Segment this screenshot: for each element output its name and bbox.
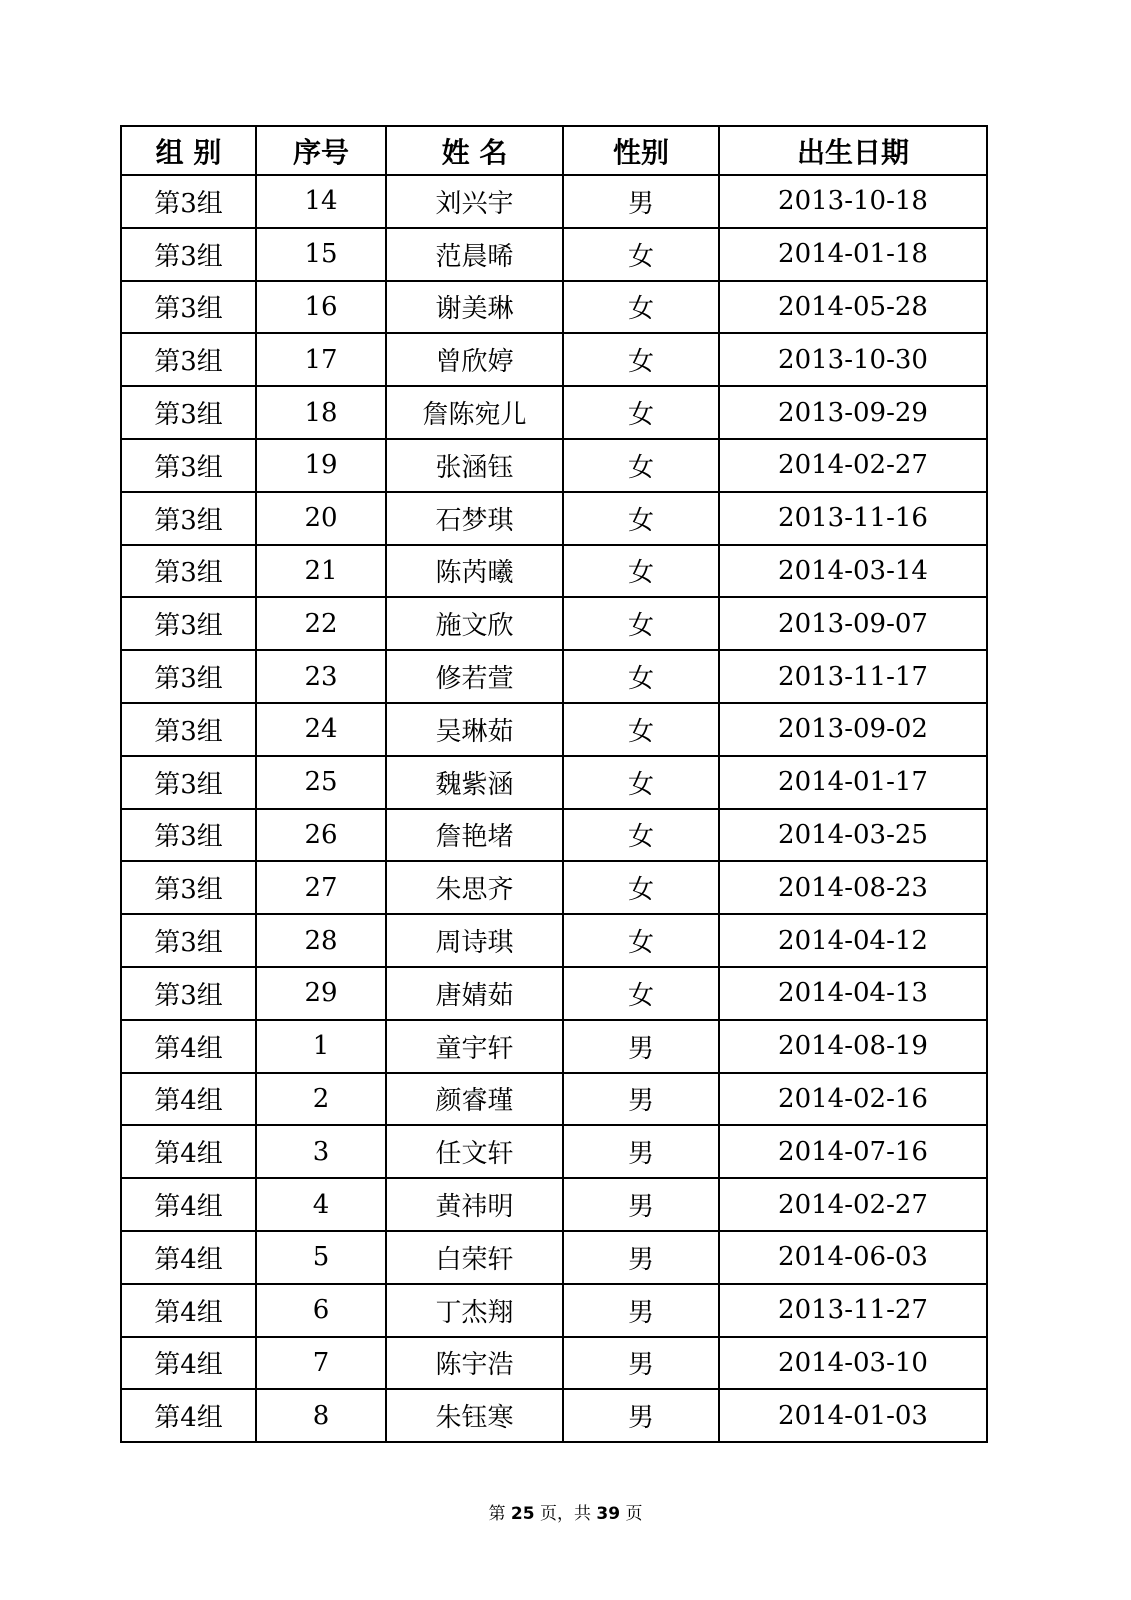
cell-name: 陈宇浩 [386,1337,563,1390]
cell-group: 第3组 [121,228,256,281]
cell-birth-date: 2014-08-23 [719,861,987,914]
cell-group: 第4组 [121,1073,256,1126]
cell-birth-date: 2014-03-10 [719,1337,987,1390]
cell-serial-number: 14 [256,175,386,228]
cell-name: 朱钰寒 [386,1389,563,1442]
table-row [121,1125,987,1178]
cell-gender: 女 [563,386,719,439]
table-header-row [121,126,987,175]
cell-group: 第3组 [121,650,256,703]
cell-name: 任文轩 [386,1125,563,1178]
cell-gender: 男 [563,1389,719,1442]
table-row [121,967,987,1020]
table-row [121,386,987,439]
student-roster-table [120,125,988,1443]
cell-birth-date: 2014-03-14 [719,545,987,598]
cell-group: 第3组 [121,439,256,492]
cell-serial-number: 29 [256,967,386,1020]
cell-gender: 男 [563,1337,719,1390]
cell-name: 唐婧茹 [386,967,563,1020]
cell-name: 修若萱 [386,650,563,703]
footer-suffix: 页 [625,1504,643,1524]
cell-name: 童宇轩 [386,1020,563,1073]
cell-serial-number: 5 [256,1231,386,1284]
cell-group: 第4组 [121,1178,256,1231]
cell-gender: 男 [563,1231,719,1284]
table-row [121,597,987,650]
cell-birth-date: 2014-05-28 [719,281,987,334]
cell-name: 詹艳堵 [386,809,563,862]
cell-group: 第3组 [121,703,256,756]
cell-serial-number: 7 [256,1337,386,1390]
cell-serial-number: 23 [256,650,386,703]
cell-name: 颜睿瑾 [386,1073,563,1126]
header-birth-date: 出生日期 [719,126,987,175]
cell-serial-number: 6 [256,1284,386,1337]
cell-serial-number: 22 [256,597,386,650]
header-serial-number: 序号 [256,126,386,175]
table-row [121,1389,987,1442]
cell-gender: 女 [563,597,719,650]
cell-group: 第3组 [121,545,256,598]
cell-birth-date: 2014-01-18 [719,228,987,281]
table-row [121,703,987,756]
cell-name: 施文欣 [386,597,563,650]
cell-gender: 女 [563,545,719,598]
cell-serial-number: 26 [256,809,386,862]
cell-gender: 女 [563,333,719,386]
cell-group: 第4组 [121,1389,256,1442]
cell-group: 第4组 [121,1020,256,1073]
cell-name: 魏紫涵 [386,756,563,809]
cell-group: 第3组 [121,756,256,809]
page-footer [0,1503,1131,1525]
cell-gender: 男 [563,1178,719,1231]
cell-gender: 男 [563,1020,719,1073]
cell-birth-date: 2014-02-16 [719,1073,987,1126]
cell-serial-number: 8 [256,1389,386,1442]
total-pages-number: 39 [596,1504,621,1524]
cell-birth-date: 2014-06-03 [719,1231,987,1284]
cell-group: 第3组 [121,861,256,914]
cell-gender: 女 [563,914,719,967]
cell-gender: 男 [563,175,719,228]
cell-birth-date: 2013-10-18 [719,175,987,228]
table-row [121,861,987,914]
cell-group: 第3组 [121,967,256,1020]
table-row [121,492,987,545]
cell-gender: 男 [563,1125,719,1178]
cell-gender: 女 [563,228,719,281]
cell-birth-date: 2014-02-27 [719,439,987,492]
cell-name: 谢美琳 [386,281,563,334]
cell-serial-number: 15 [256,228,386,281]
cell-name: 曾欣婷 [386,333,563,386]
cell-serial-number: 2 [256,1073,386,1126]
cell-group: 第3组 [121,333,256,386]
cell-birth-date: 2013-10-30 [719,333,987,386]
cell-name: 石梦琪 [386,492,563,545]
cell-name: 吴琳茹 [386,703,563,756]
cell-serial-number: 18 [256,386,386,439]
cell-gender: 女 [563,967,719,1020]
cell-birth-date: 2014-08-19 [719,1020,987,1073]
cell-serial-number: 28 [256,914,386,967]
cell-birth-date: 2014-01-17 [719,756,987,809]
cell-birth-date: 2013-11-27 [719,1284,987,1337]
table-row [121,650,987,703]
cell-serial-number: 1 [256,1020,386,1073]
cell-name: 范晨晞 [386,228,563,281]
cell-group: 第3组 [121,597,256,650]
cell-gender: 女 [563,756,719,809]
table-row [121,333,987,386]
cell-gender: 女 [563,650,719,703]
cell-serial-number: 16 [256,281,386,334]
table-body [121,175,987,1442]
cell-serial-number: 20 [256,492,386,545]
cell-group: 第3组 [121,914,256,967]
table-row [121,439,987,492]
cell-birth-date: 2013-09-07 [719,597,987,650]
header-gender: 性别 [563,126,719,175]
footer-middle: 页，共 [540,1504,591,1524]
cell-serial-number: 21 [256,545,386,598]
cell-group: 第4组 [121,1337,256,1390]
cell-gender: 女 [563,703,719,756]
cell-birth-date: 2014-04-12 [719,914,987,967]
cell-name: 詹陈宛儿 [386,386,563,439]
cell-serial-number: 19 [256,439,386,492]
table-row [121,281,987,334]
cell-birth-date: 2014-04-13 [719,967,987,1020]
cell-serial-number: 4 [256,1178,386,1231]
cell-serial-number: 3 [256,1125,386,1178]
table-row [121,756,987,809]
table-row [121,1231,987,1284]
cell-group: 第3组 [121,175,256,228]
cell-birth-date: 2013-11-17 [719,650,987,703]
cell-gender: 女 [563,281,719,334]
cell-group: 第4组 [121,1125,256,1178]
cell-group: 第4组 [121,1231,256,1284]
cell-name: 丁杰翔 [386,1284,563,1337]
table-row [121,228,987,281]
cell-name: 白荣轩 [386,1231,563,1284]
cell-name: 黄祎明 [386,1178,563,1231]
table-row [121,1337,987,1390]
cell-gender: 男 [563,1073,719,1126]
cell-birth-date: 2013-09-02 [719,703,987,756]
cell-gender: 女 [563,492,719,545]
cell-birth-date: 2014-07-16 [719,1125,987,1178]
table-row [121,1073,987,1126]
cell-name: 朱思齐 [386,861,563,914]
table-row [121,914,987,967]
cell-birth-date: 2013-09-29 [719,386,987,439]
cell-name: 周诗琪 [386,914,563,967]
cell-group: 第3组 [121,809,256,862]
cell-name: 张涵钰 [386,439,563,492]
table-row [121,545,987,598]
table-row [121,1178,987,1231]
cell-gender: 女 [563,439,719,492]
cell-gender: 女 [563,861,719,914]
cell-name: 刘兴宇 [386,175,563,228]
footer-prefix: 第 [488,1504,506,1524]
cell-group: 第3组 [121,386,256,439]
cell-name: 陈芮曦 [386,545,563,598]
cell-serial-number: 17 [256,333,386,386]
table-row [121,1020,987,1073]
cell-birth-date: 2014-03-25 [719,809,987,862]
cell-gender: 男 [563,1284,719,1337]
table-row [121,175,987,228]
cell-birth-date: 2014-01-03 [719,1389,987,1442]
header-name: 姓 名 [386,126,563,175]
cell-group: 第3组 [121,492,256,545]
cell-serial-number: 27 [256,861,386,914]
cell-birth-date: 2014-02-27 [719,1178,987,1231]
table-row [121,809,987,862]
cell-serial-number: 25 [256,756,386,809]
current-page-number: 25 [510,1504,535,1524]
cell-birth-date: 2013-11-16 [719,492,987,545]
header-group: 组 别 [121,126,256,175]
cell-gender: 女 [563,809,719,862]
table-row [121,1284,987,1337]
cell-serial-number: 24 [256,703,386,756]
cell-group: 第4组 [121,1284,256,1337]
cell-group: 第3组 [121,281,256,334]
